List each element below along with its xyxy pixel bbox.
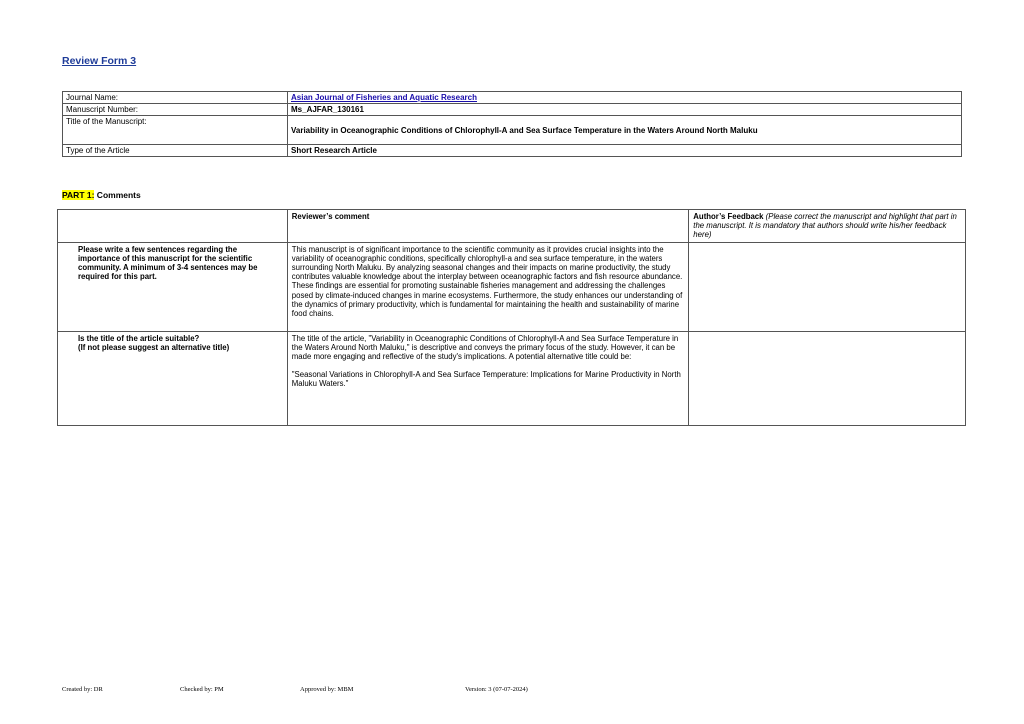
form-title: Review Form 3 [62, 55, 137, 67]
part1-prefix: PART 1: [62, 190, 95, 200]
question-importance: Please write a few sentences regarding the importance of this manuscript for the scientific community. A minimum of 3-4 sentences may be required for this part. [58, 242, 288, 331]
reviewer-comment-title-para2: "Seasonal Variations in Chlorophyll-A and Sea Surface Temperature: Implications for Marine Productivity in North Maluku Waters." [291, 370, 681, 389]
manuscript-info-table [62, 91, 962, 157]
journal-link[interactable]: Asian Journal of Fisheries and Aquatic Research [291, 93, 477, 102]
footer-created-by: Created by: DR [62, 686, 103, 693]
manuscript-number-value: Ms_AJFAR_130161 [288, 104, 962, 116]
footer-checked-by: Checked by: PM [180, 686, 224, 693]
footer-version: Version: 3 (07-07-2024) [465, 686, 528, 693]
author-feedback-header [689, 210, 966, 243]
empty-header-cell [58, 210, 288, 243]
footer-approved-by: Approved by: MBM [300, 686, 354, 693]
table-row [58, 242, 966, 331]
author-feedback-title[interactable] [689, 331, 966, 425]
part1-heading [62, 190, 141, 200]
manuscript-number-label: Manuscript Number: [63, 104, 288, 116]
journal-value [288, 92, 962, 104]
reviewer-comment-title-para1: The title of the article, "Variability in Oceanographic Conditions of Chlorophyll-A and Sea Surface Temperature in the Waters Around North Maluku," is descriptive and conveys the primary focus of the study. However, it can be made more engaging and reflective of the study's implications. A potential alternative title could be: [291, 333, 679, 362]
journal-label: Journal Name: [63, 92, 288, 104]
reviewer-comment-title [287, 331, 689, 425]
table-row [58, 331, 966, 425]
manuscript-title-value: Variability in Oceanographic Conditions of Chlorophyll-A and Sea Surface Temperature in the Waters Around North Maluku [288, 116, 962, 145]
manuscript-title-row [63, 116, 962, 145]
manuscript-title-label: Title of the Manuscript: [63, 116, 288, 145]
reviewer-comment-header: Reviewer’s comment [287, 210, 689, 243]
question-title-line1: Is the title of the article suitable? [78, 333, 200, 343]
question-title-suitable [58, 331, 288, 425]
article-type-label: Type of the Article [63, 145, 288, 157]
part1-suffix: Comments [94, 190, 141, 200]
question-title-line2: (If not please suggest an alternative title) [78, 342, 230, 352]
article-type-row [63, 145, 962, 157]
author-feedback-header-label: Author’s Feedback [693, 212, 764, 221]
article-type-value: Short Research Article [288, 145, 962, 157]
manuscript-number-row [63, 104, 962, 116]
comments-table [57, 209, 966, 426]
author-feedback-importance[interactable] [689, 242, 966, 331]
reviewer-comment-importance: This manuscript is of significant importance to the scientific community as it provides crucial insights into the variability of oceanographic conditions, specifically chlorophyll-a and sea surface temperature, in the waters surrounding North Maluku. By analyzing seasonal changes and their impacts on marine productivity, the study contributes valuable knowledge about the interplay between oceanographic factors and fish resource abundance. These findings are essential for promoting sustainable fisheries management and addressing the challenges posed by climate-induced changes in marine ecosystems. Furthermore, the study enhances our understanding of the dynamics of primary productivity, which is fundamental for maintaining the health and sustainability of marine food chains. [287, 242, 689, 331]
author-feedback-header-note: (Please correct the manuscript and highlight that part in the manuscript. It is mandatory that authors should write his/her feedback here) [693, 212, 957, 240]
journal-row [63, 92, 962, 104]
comments-header-row [58, 210, 966, 243]
